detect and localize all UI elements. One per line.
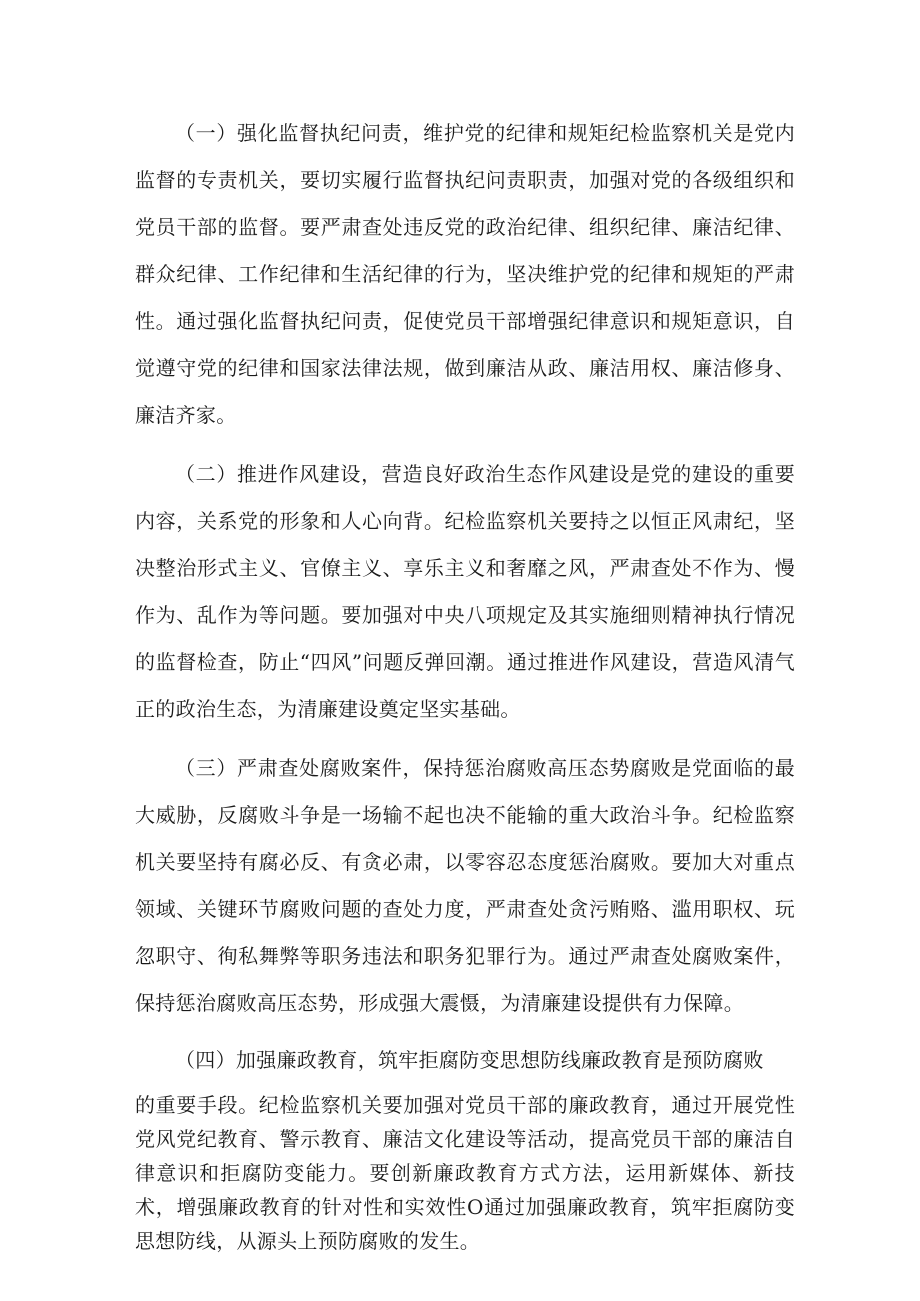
paragraph-anti-corruption: （三）严肃查处腐败案件，保持惩治腐败高压态势腐败是党面临的最大威胁，反腐败斗争是一场输不起也决不能输的重大政治斗争。纪检监察机关要坚持有腐必反、有贪必肃，以零容忍态度惩治腐败。要加大对重点领域、关键环节腐败问题的查处力度，严肃查处贪污贿赂、滥用职权、玩忽职守、徇私舞弊等职务违法和职务犯罪行为。通过严肃查处腐败案件，保持惩治腐败高压态势，形成强大震慑，为清廉建设提供有力保障。 [135, 756, 795, 1015]
paragraph-education-heading: （四）加强廉政教育，筑牢拒腐防变思想防线廉政教育是预防腐败 [175, 1048, 764, 1072]
document-body [135, 110, 795, 1258]
paragraph-supervision: （一）强化监督执纪问责，维护党的纪律和规矩纪检监察机关是党内监督的专责机关，要切实履行监督执纪问责职责，加强对党的各级组织和党员干部的监督。要严肃查处违反党的政治纪律、组织纪律、廉洁纪律、群众纪律、工作纪律和生活纪律的行为，坚决维护党的纪律和规矩的严肃性。通过强化监督执纪问责，促使党员干部增强纪律意识和规矩意识，自觉遵守党的纪律和国家法律法规，做到廉洁从政、廉洁用权、廉洁修身、廉洁齐家。 [135, 121, 795, 427]
paragraph-education-body: 的重要手段。纪检监察机关要加强对党员干部的廉政教育，通过开展党性党风党纪教育、警示教育、廉洁文化建设等活动，提高党员干部的廉洁自律意识和拒腐防变能力。要创新廉政教育方式方法，运用新媒体、新技术，增强廉政教育的针对性和实效性O通过加强廉政教育，筑牢拒腐防变思想防线，从源头上预防腐败的发生。 [135, 1093, 795, 1253]
paragraph-work-style: （二）推进作风建设，营造良好政治生态作风建设是党的建设的重要内容，关系党的形象和人心向背。纪检监察机关要持之以恒正风肃纪，坚决整治形式主义、官僚主义、享乐主义和奢靡之风，严肃查处不作为、慢作为、乱作为等问题。要加强对中央八项规定及其实施细则精神执行情况的监督检查，防止“四风”问题反弹回潮。通过推进作风建设，营造风清气正的政治生态，为清廉建设奠定坚实基础。 [135, 462, 795, 721]
